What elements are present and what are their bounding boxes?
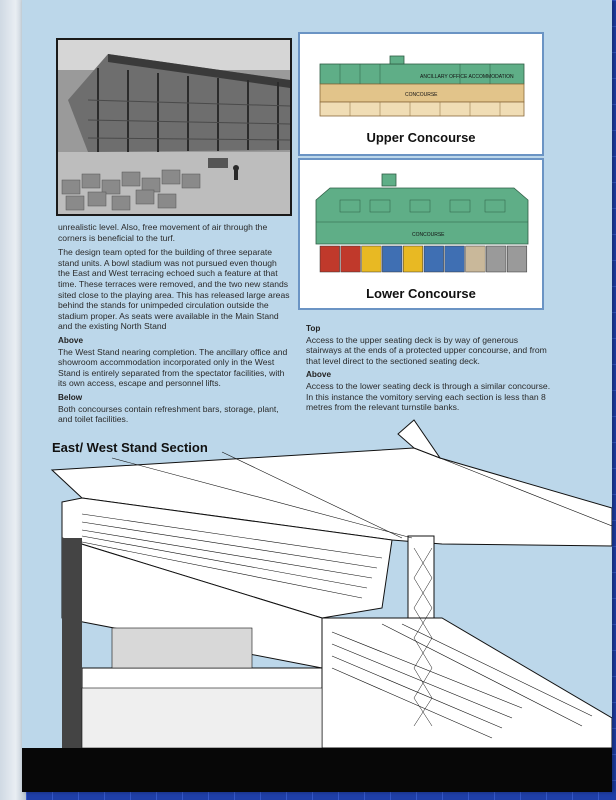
seat-block — [362, 246, 382, 272]
lower-concourse-caption: Lower Concourse — [366, 286, 476, 301]
caption-above-heading: Above — [58, 335, 84, 345]
caption-above-text: The West Stand nearing completion. The ancillary office and showroom accommodation incorporated only in the West Stand is entirely separated from the spectator facilities, with its own access, escape and personnel lifts. — [58, 346, 288, 389]
caption-top-heading: Top — [306, 324, 321, 333]
upper-concourse-caption: Upper Concourse — [366, 130, 476, 145]
caption-below-text: Both concourses contain refreshment bars, storage, plant, and toilet facilities. — [58, 403, 279, 425]
stand-section-drawing — [22, 418, 612, 748]
lower-concourse-area-label: CONCOURSE — [412, 232, 445, 238]
article-text — [58, 222, 290, 429]
seating-blocks — [320, 246, 527, 272]
seat-block — [445, 246, 465, 272]
seat-block — [320, 246, 340, 272]
plan-captions — [306, 322, 554, 417]
stand-under-construction-illustration — [58, 40, 290, 214]
upper-concourse-plan — [298, 32, 544, 156]
caption-below-heading: Below — [58, 392, 83, 402]
seat-block — [424, 246, 444, 272]
section-title: East/ West Stand Section — [52, 440, 208, 455]
upper-concourse-floorplan — [300, 34, 542, 134]
caption-above2-text: Access to the lower seating deck is through a similar concourse. In this instance the vomitory serving each section is less than 8 metres from the relevant turnstile banks. — [306, 380, 551, 413]
caption-above2-heading: Above — [306, 370, 332, 380]
paragraph-2: The design team opted for the building of three separate stand units. A bowl stadium was not pursued even though the East and West terracing echoed such a feature at that time. These terraces were removed, and the two new stands sited close to the playing area. This has released large areas behind the stands for unimpeded circulation outside the stadium proper. As seats were available in the Main Stand and the existing North Stand — [58, 247, 290, 332]
seat-block — [341, 246, 361, 272]
paragraph-1: unrealistic level. Also, free movement of air through the corners is beneficial to the turf. — [58, 222, 268, 243]
seat-block — [466, 246, 486, 272]
caption-top-text: Access to the upper seating deck is by way of generous stairways at the ends of a protected upper concourse, and from that level direct to the sectioned seating deck. — [306, 334, 547, 366]
office-area-label: ANCILLARY OFFICE ACCOMMODATION — [420, 74, 514, 80]
seat-block — [507, 246, 527, 272]
lower-concourse-floorplan — [300, 160, 542, 288]
seat-block — [486, 246, 506, 272]
brochure-page — [22, 0, 612, 792]
ground-band — [22, 748, 612, 792]
concourse-area-label: CONCOURSE — [405, 92, 438, 98]
seat-block — [382, 246, 402, 272]
lower-concourse-plan — [298, 158, 544, 310]
seat-block — [403, 246, 423, 272]
construction-photo — [56, 38, 292, 216]
